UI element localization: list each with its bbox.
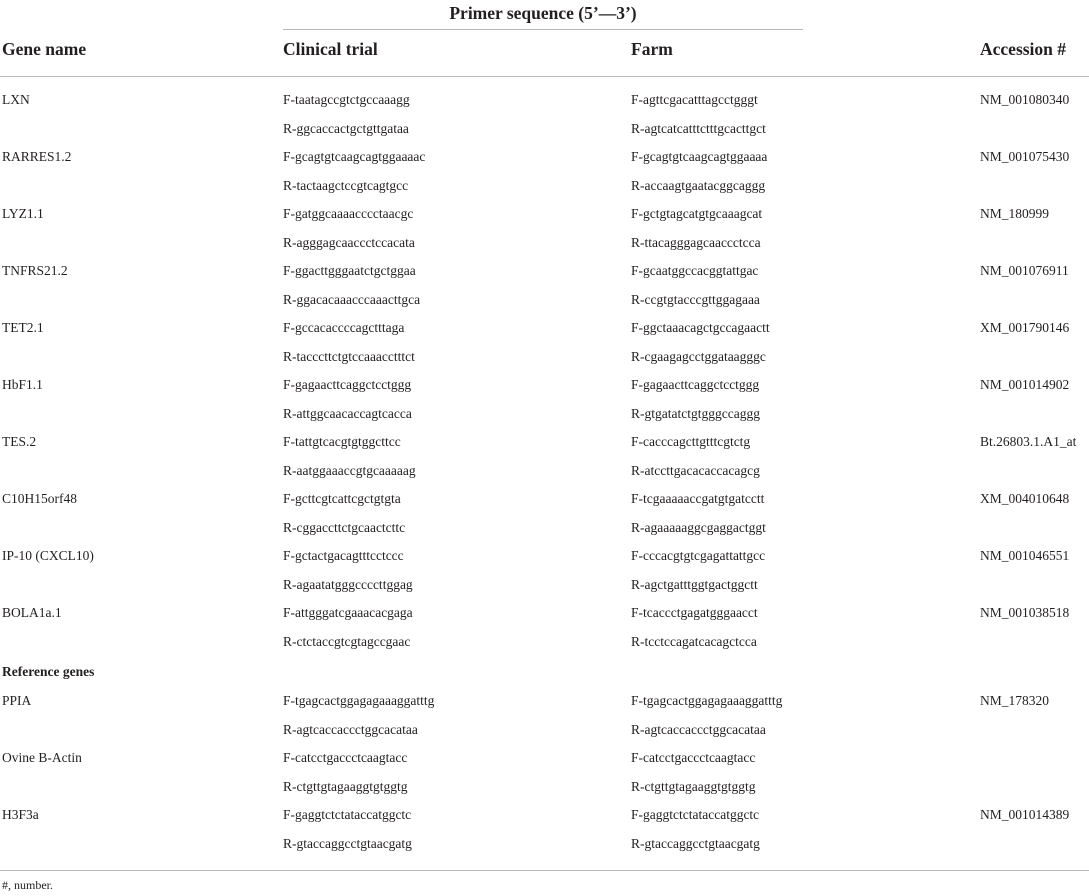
clinical-reverse-primer: R-agggagcaaccctccacata [283, 234, 415, 250]
farm-forward-primer: F-ggctaaacagctgccagaactt [631, 320, 770, 335]
farm-reverse-primer: R-agaaaaaggcgaggactggt [631, 519, 766, 535]
farm-forward-primer: F-tcgaaaaaccgatgtgatcctt [631, 491, 765, 506]
accession-cell: NM_001046551 [980, 548, 1070, 563]
farm-forward-primer: F-tgagcactggagagaaaggatttg [631, 693, 783, 708]
farm-column-header: Farm [631, 39, 673, 59]
accession-cell: NM_001038518 [980, 605, 1070, 620]
accession-cell: NM_001075430 [980, 149, 1070, 164]
gene-name-cell: TES.2 [2, 434, 37, 449]
accession-column-header: Accession # [980, 39, 1067, 59]
gene-name-column-header: Gene name [2, 39, 87, 59]
gene-name-cell: IP-10 (CXCL10) [2, 548, 94, 563]
clinical-reverse-primer: R-tacccttctgtccaaacctttct [283, 348, 415, 364]
farm-forward-primer: F-cacccagcttgtttcgtctg [631, 434, 751, 449]
farm-reverse-primer: R-gtgatatctgtgggccaggg [631, 405, 760, 421]
farm-reverse-primer: R-agtcaccaccctggcacataa [631, 721, 766, 737]
clinical-reverse-primer: R-cggaccttctgcaactcttc [283, 519, 406, 535]
clinical-reverse-primer: R-agaatatgggccccttggag [283, 576, 413, 592]
gene-name-cell: TNFRS21.2 [2, 263, 68, 278]
table-footnote: #, number. [2, 878, 53, 892]
clinical-reverse-primer: R-ctctaccgtcgtagccgaac [283, 633, 411, 649]
clinical-forward-primer: F-gccacaccccagctttaga [283, 320, 405, 335]
clinical-forward-primer: F-ggacttgggaatctgctggaa [283, 263, 416, 278]
farm-reverse-primer: R-accaagtgaatacggcaggg [631, 177, 766, 193]
gene-name-cell: HbF1.1 [2, 377, 43, 392]
accession-cell: NM_180999 [980, 206, 1050, 221]
accession-cell: NM_001014902 [980, 377, 1070, 392]
farm-forward-primer: F-gctgtagcatgtgcaaagcat [631, 206, 763, 221]
clinical-forward-primer: F-gctactgacagtttcctccc [283, 548, 404, 563]
farm-reverse-primer: R-ttacagggagcaaccctcca [631, 234, 761, 250]
accession-cell: NM_001014389 [980, 807, 1070, 822]
farm-reverse-primer: R-ctgttgtagaaggtgtggtg [631, 778, 756, 794]
farm-forward-primer: F-catcctgaccctcaagtacc [631, 750, 756, 765]
clinical-reverse-primer: R-ggacacaaacccaaacttgca [283, 291, 421, 307]
farm-forward-primer: F-gaggtctctataccatggctc [631, 807, 760, 822]
farm-reverse-primer: R-tcctccagatcacagctcca [631, 633, 757, 649]
gene-name-cell: Ovine B-Actin [2, 750, 82, 765]
gene-name-cell: BOLA1a.1 [2, 605, 62, 620]
clinical-reverse-primer: R-agtcaccaccctggcacataa [283, 721, 418, 737]
clinical-forward-primer: F-taatagccgtctgccaaagg [283, 92, 410, 107]
accession-cell: XM_004010648 [980, 491, 1070, 506]
reference-genes-section-label: Reference genes [2, 664, 95, 679]
clinical-forward-primer: F-tattgtcacgtgtggcttcc [283, 434, 401, 449]
table-bottom-rule [0, 870, 1089, 871]
farm-reverse-primer: R-agtcatcatttctttgcacttgct [631, 120, 766, 136]
gene-name-cell: LYZ1.1 [2, 206, 44, 221]
primer-sequence-header: Primer sequence (5’—3’) [449, 3, 637, 23]
clinical-reverse-primer: R-ctgttgtagaaggtgtggtg [283, 778, 408, 794]
clinical-reverse-primer: R-aatggaaaccgtgcaaaaag [283, 462, 416, 478]
accession-cell: NM_178320 [980, 693, 1050, 708]
farm-reverse-primer: R-gtaccaggcctgtaacgatg [631, 835, 760, 851]
clinical-forward-primer: F-gcagtgtcaagcagtggaaaac [283, 149, 426, 164]
accession-cell: NM_001080340 [980, 92, 1070, 107]
clinical-trial-column-header: Clinical trial [283, 39, 378, 59]
farm-forward-primer: F-gcagtgtcaagcagtggaaaa [631, 149, 768, 164]
clinical-forward-primer: F-tgagcactggagagaaaggatttg [283, 693, 435, 708]
accession-cell: XM_001790146 [980, 320, 1070, 335]
farm-reverse-primer: R-ccgtgtacccgttggagaaa [631, 291, 760, 307]
farm-reverse-primer: R-cgaagagcctggataagggc [631, 348, 766, 364]
clinical-forward-primer: F-gcttcgtcattcgctgtgta [283, 491, 401, 506]
farm-reverse-primer: R-agctgatttggtgactggctt [631, 576, 758, 592]
farm-reverse-primer: R-atccttgacacaccacagcg [631, 462, 760, 478]
clinical-forward-primer: F-gagaacttcaggctcctggg [283, 377, 412, 392]
clinical-reverse-primer: R-attggcaacaccagtcacca [283, 405, 412, 421]
clinical-forward-primer: F-attgggatcgaaacacgaga [283, 605, 413, 620]
gene-name-cell: PPIA [2, 693, 32, 708]
farm-forward-primer: F-gagaacttcaggctcctggg [631, 377, 760, 392]
farm-forward-primer: F-agttcgacatttagcctgggt [631, 92, 758, 107]
clinical-reverse-primer: R-gtaccaggcctgtaacgatg [283, 835, 412, 851]
clinical-forward-primer: F-gatggcaaaacccctaacgc [283, 206, 414, 221]
gene-name-cell: H3F3a [2, 807, 39, 822]
gene-name-cell: C10H15orf48 [2, 491, 77, 506]
gene-name-cell: LXN [2, 92, 30, 107]
clinical-reverse-primer: R-ggcaccactgctgttgataa [283, 120, 409, 136]
farm-forward-primer: F-tcaccctgagatgggaacct [631, 605, 758, 620]
farm-forward-primer: F-gcaatggccacggtattgac [631, 263, 759, 278]
clinical-forward-primer: F-gaggtctctataccatggctc [283, 807, 412, 822]
accession-cell: Bt.26803.1.A1_at [980, 434, 1077, 449]
farm-forward-primer: F-cccacgtgtcgagattattgcc [631, 548, 766, 563]
clinical-reverse-primer: R-tactaagctccgtcagtgcc [283, 177, 409, 193]
header-rule [0, 76, 1089, 77]
accession-cell: NM_001076911 [980, 263, 1069, 278]
gene-name-cell: RARRES1.2 [2, 149, 72, 164]
primer-sequence-rule [283, 29, 803, 30]
clinical-forward-primer: F-catcctgaccctcaagtacc [283, 750, 408, 765]
gene-name-cell: TET2.1 [2, 320, 44, 335]
